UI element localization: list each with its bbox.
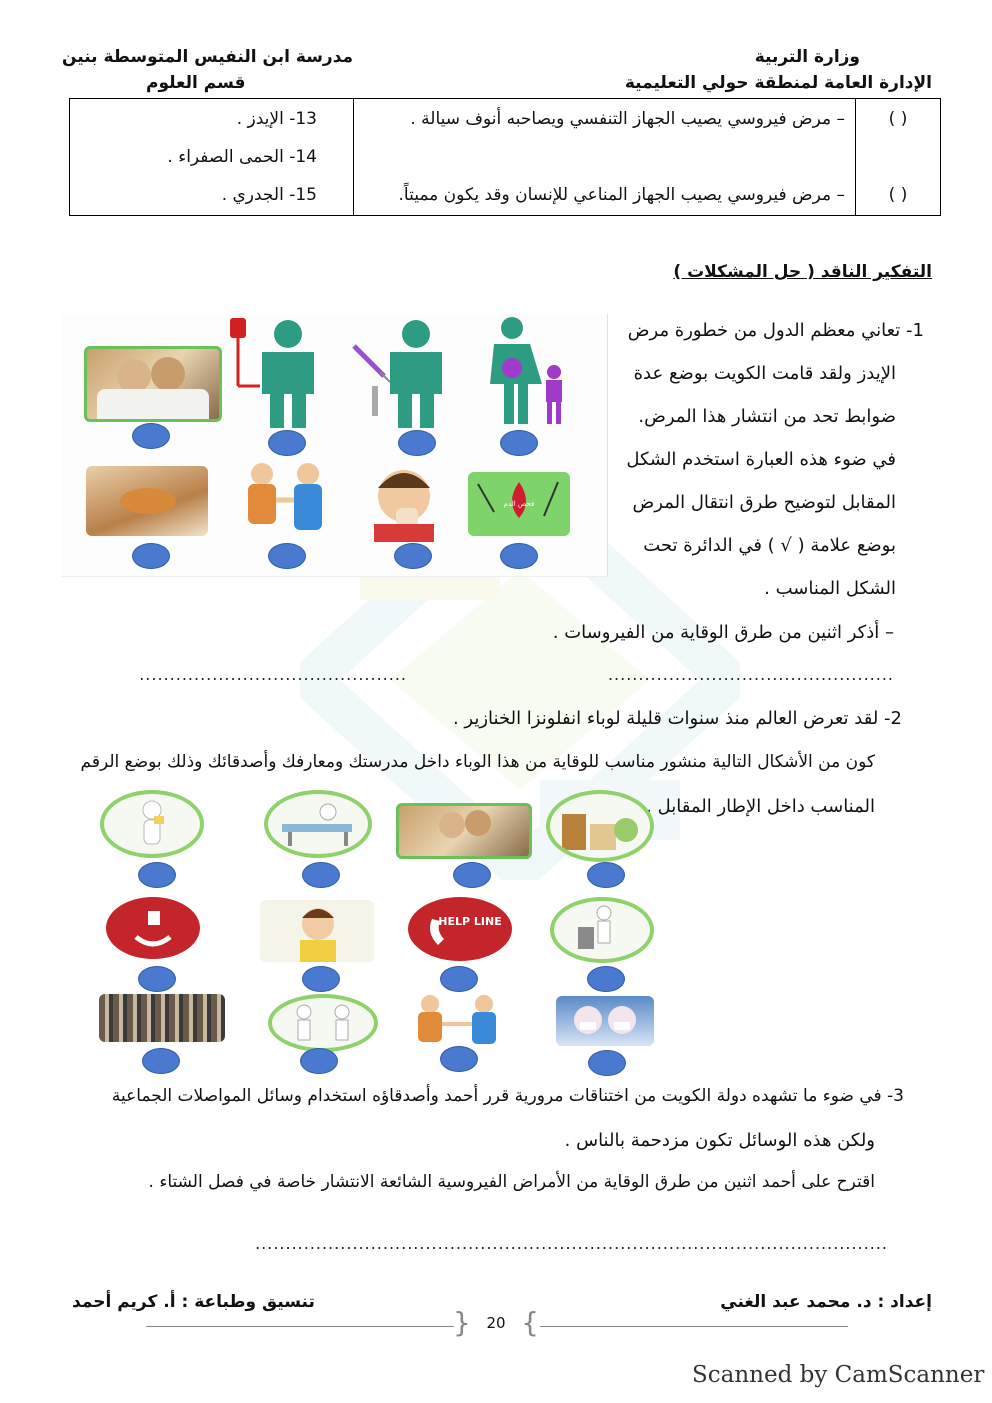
ministry-name: وزارة التربية [754, 47, 860, 67]
q2-number-box-6[interactable] [302, 966, 340, 992]
prepared-by: إعداد : د. محمد عبد الغني [720, 1292, 932, 1312]
q2-number-box-8[interactable] [587, 966, 625, 992]
pregnant-mother-child-icon [474, 316, 574, 428]
hand-washing-sign-image [106, 897, 200, 959]
masked-girls-image [556, 996, 654, 1046]
footer-rule-left [146, 1326, 454, 1327]
statements-column [354, 99, 856, 216]
page-number: 20 [486, 1314, 506, 1332]
scanner-watermark: Scanned by CamScanner [692, 1362, 985, 1388]
answer-paren-2[interactable]: ( ) [888, 185, 908, 205]
syringe-person-icon [350, 316, 460, 428]
household-items-image [546, 790, 654, 862]
q2-number-box-2[interactable] [302, 862, 340, 888]
q1-check-circle-8[interactable] [500, 543, 538, 569]
q2-number-box-11[interactable] [440, 1046, 478, 1072]
answer-paren-1[interactable]: ( ) [888, 109, 908, 129]
men-hugging-image-2 [396, 803, 532, 859]
q1-check-circle-7[interactable] [394, 543, 432, 569]
q2-number-box-10[interactable] [300, 1048, 338, 1074]
q1-line-6: بوضع علامة ( √ ) في الدائرة تحت [643, 535, 896, 556]
kids-handshake-icon-2 [400, 994, 516, 1044]
q3-line-3: اقترح على أحمد اثنين من طرق الوقاية من الأمراض الفيروسية الشائعة الانتشار خاصة في فصل الشتاء . [148, 1172, 875, 1192]
sneezing-figure-image [100, 790, 204, 858]
sick-child-image [260, 900, 374, 962]
crowd-image [99, 994, 225, 1042]
q1-answer-line-right[interactable]: ............................................... [607, 665, 894, 684]
patient-bed-image [264, 790, 372, 858]
q1-check-circle-2[interactable] [268, 430, 306, 456]
q1-sub-question: – أذكر اثنين من طرق الوقاية من الفيروسات . [552, 622, 894, 643]
helpline-text: HELP LINE [438, 915, 502, 928]
people-distance-image [268, 994, 378, 1052]
directorate-name: الإدارة العامة لمنطقة حولي التعليمية [624, 73, 932, 93]
q1-line-1: 1- تعاني معظم الدول من خطورة مرض [627, 320, 924, 341]
q2-number-box-12[interactable] [588, 1050, 626, 1076]
option-13: 13- الإيدز . [236, 109, 317, 129]
q1-check-circle-4[interactable] [500, 430, 538, 456]
sharing-food-image [86, 466, 208, 536]
coughing-boy-icon [360, 462, 456, 542]
men-hugging-image [84, 346, 222, 422]
q3-line-1: 3- في ضوء ما تشهده دولة الكويت من اختناقات مرورية قرر أحمد وأصدقاؤه استخدام وسائل المواصلات الجماعية [111, 1086, 904, 1106]
school-name: مدرسة ابن النفيس المتوسطة بنين [62, 47, 354, 67]
q1-line-7: الشكل المناسب . [764, 578, 896, 599]
statement-1: – مرض فيروسي يصيب الجهاز التنفسي ويصاحبه أنوف سيالة . [410, 109, 845, 129]
helpline-sign-image [408, 897, 512, 961]
q3-line-2: ولكن هذه الوسائل تكون مزدحمة بالناس . [564, 1130, 875, 1151]
q3-answer-line[interactable]: ........................................................................................................ [255, 1234, 888, 1253]
q1-answer-line-left[interactable]: ............................................ [139, 665, 407, 684]
q2-number-box-7[interactable] [440, 966, 478, 992]
options-column [70, 99, 354, 216]
coordination-credit: تنسيق وطباعة : أ. كريم أحمد [72, 1292, 315, 1312]
q1-check-circle-5[interactable] [132, 543, 170, 569]
option-15: 15- الجدري . [221, 185, 317, 205]
blood-test-image [468, 472, 570, 536]
q2-number-box-9[interactable] [142, 1048, 180, 1074]
q1-line-5: المقابل لتوضيح طرق انتقال المرض [632, 492, 896, 513]
department-name: قسم العلوم [146, 73, 246, 93]
blood-test-label: فحص الدم [503, 500, 535, 508]
footer-rule-right [540, 1326, 848, 1327]
q2-number-box-1[interactable] [138, 862, 176, 888]
q1-check-circle-3[interactable] [398, 430, 436, 456]
blood-transfusion-person-icon [226, 316, 336, 428]
q2-line-1: 2- لقد تعرض العالم منذ سنوات قليلة لوباء انفلونزا الخنازير . [452, 708, 902, 729]
q2-line-3: المناسب داخل الإطار المقابل . [646, 796, 875, 817]
page-number-brackets: { } [453, 1306, 539, 1339]
trash-disposal-image [550, 897, 654, 963]
answer-parens-column [856, 99, 941, 216]
q2-number-box-5[interactable] [138, 966, 176, 992]
q2-number-box-4[interactable] [587, 862, 625, 888]
q1-line-3: ضوابط تحد من انتشار هذا المرض. [638, 406, 896, 427]
kids-handshake-icon [236, 460, 336, 540]
option-14: 14- الحمى الصفراء . [167, 147, 317, 167]
q1-line-4: في ضوء هذه العبارة استخدم الشكل [626, 449, 896, 470]
q1-check-circle-1[interactable] [132, 423, 170, 449]
q1-check-circle-6[interactable] [268, 543, 306, 569]
q1-line-2: الإيدز ولقد قامت الكويت بوضع عدة [633, 363, 896, 384]
q2-line-2: كون من الأشكال التالية منشور مناسب للوقاية من هذا الوباء داخل مدرستك ومعارفك وأصدقائك وذلك بوضع الرقم [80, 752, 875, 772]
matching-table [69, 98, 941, 216]
section-title: التفكير الناقد ( حل المشكلات ) [673, 262, 932, 282]
q2-number-box-3[interactable] [453, 862, 491, 888]
statement-2: – مرض فيروسي يصيب الجهاز المناعي للإنسان وقد يكون مميتاً. [398, 185, 845, 205]
